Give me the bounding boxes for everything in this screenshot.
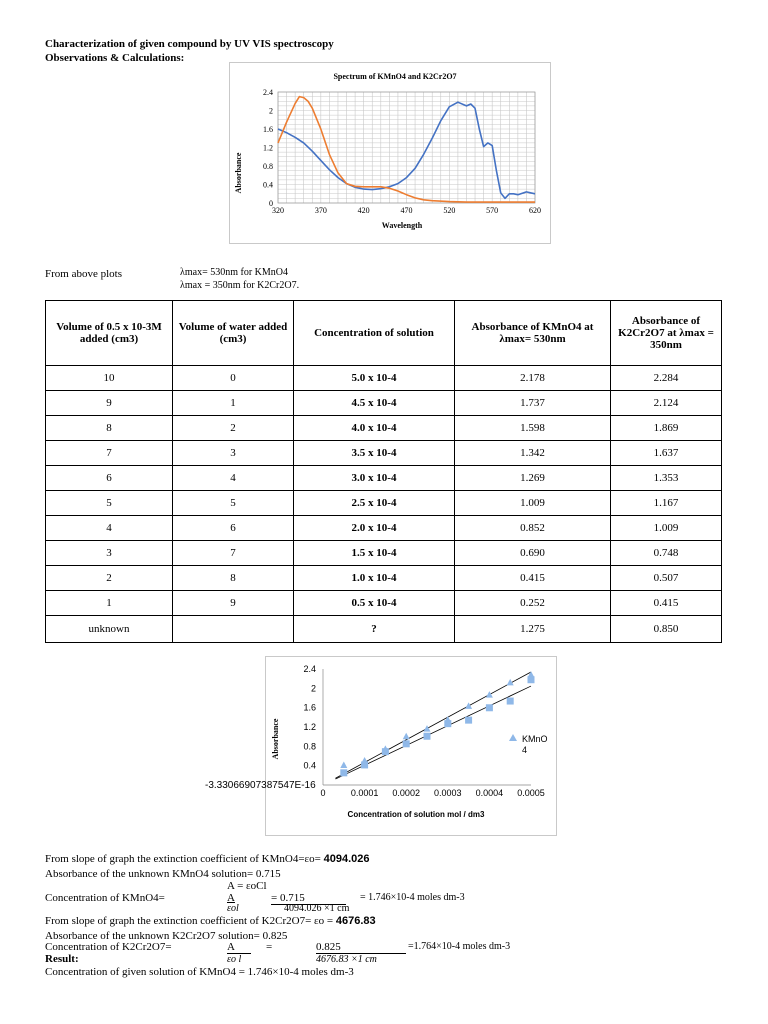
- calc-line-4c: = 0.715: [271, 892, 346, 905]
- table-row: [46, 466, 722, 491]
- y-tick-label: 0.4: [303, 760, 316, 771]
- table-cell: 9: [173, 591, 294, 616]
- result-statement: Concentration of given solution of KMnO4 = 1.746×10-4 moles dm-3: [45, 966, 354, 978]
- table-cell: 2: [46, 566, 173, 591]
- table-cell: 1.167: [611, 491, 722, 516]
- x-tick-label: 420: [357, 206, 370, 215]
- y-tick-label: 0: [269, 199, 273, 208]
- y-tick-label: 2.4: [303, 664, 316, 674]
- table-cell: 6: [46, 466, 173, 491]
- table-cell: 2.5 x 10-4: [294, 491, 455, 516]
- result-label: Result:: [45, 953, 79, 965]
- calc-line-8a: Concentration of K2Cr2O7=: [45, 941, 172, 953]
- kmno4-extinction-value: 4094.026: [323, 853, 370, 865]
- data-point-k2cr2o7: [403, 733, 410, 740]
- table-cell: 0.690: [455, 541, 611, 566]
- table-header-row: [46, 301, 722, 366]
- y-tick-label: 0.8: [263, 162, 273, 171]
- data-point-k2cr2o7: [528, 671, 535, 678]
- y-tick-label: 2: [310, 683, 316, 694]
- table-row: [46, 541, 722, 566]
- lambda-kmno4: λmax= 530nm for KMnO4: [180, 267, 288, 278]
- y-tick-label: 0.4: [263, 180, 273, 190]
- absorbance-table: [45, 300, 722, 643]
- calibration-chart: [265, 656, 557, 836]
- table-cell: 0.252: [455, 591, 611, 616]
- table-cell: 0.507: [611, 566, 722, 591]
- table-cell: 6: [173, 516, 294, 541]
- table-cell: 0.852: [455, 516, 611, 541]
- spectrum-chart: [229, 62, 551, 244]
- calibration-ylabel: Absorbance: [271, 718, 280, 760]
- table-cell: 1.275: [455, 616, 611, 643]
- table-cell: [173, 616, 294, 643]
- calc-line-8e: =1.764×10-4 moles dm-3: [408, 941, 511, 952]
- calc-1-text: From slope of graph the extinction coefficient of KMnO4=εo=: [45, 853, 324, 865]
- table-cell: 0: [173, 366, 294, 391]
- table-cell: 1.009: [611, 516, 722, 541]
- data-point-kmno4: [507, 698, 514, 705]
- table-cell: 0.748: [611, 541, 722, 566]
- legend-label-1: KMnO: [522, 734, 548, 744]
- legend-label-2: 4: [522, 745, 528, 755]
- table-cell: 5: [46, 491, 173, 516]
- data-point-kmno4: [486, 704, 493, 711]
- table-cell: 0.850: [611, 616, 722, 643]
- table-cell: 2.284: [611, 366, 722, 391]
- table-cell: 1: [173, 391, 294, 416]
- x-tick-label: 520: [443, 206, 456, 215]
- table-cell: 10: [46, 366, 173, 391]
- table-cell: 0.5 x 10-4: [294, 591, 455, 616]
- calc-line-4a: Concentration of KMnO4=: [45, 892, 165, 904]
- calc-line-7: Absorbance of the unknown K2Cr2O7 solution= 0.825: [45, 930, 288, 942]
- data-point-k2cr2o7: [465, 702, 472, 709]
- table-cell: 2.178: [455, 366, 611, 391]
- k2cr2o7-extinction-value: 4676.83: [335, 915, 376, 927]
- table-cell: 3: [46, 541, 173, 566]
- col-header: Concentration of solution: [294, 301, 455, 366]
- data-point-k2cr2o7: [361, 757, 368, 764]
- y-tick-label: 0.8: [303, 741, 316, 752]
- data-point-k2cr2o7: [444, 716, 451, 723]
- calc-line-9c: 4676.83 ×1 cm: [316, 954, 377, 965]
- table-row: [46, 616, 722, 643]
- table-cell: 1.0 x 10-4: [294, 566, 455, 591]
- table-cell: 3: [173, 441, 294, 466]
- table-cell: 7: [46, 441, 173, 466]
- table-row: [46, 591, 722, 616]
- table-cell: 0.415: [455, 566, 611, 591]
- x-tick-label: 0: [320, 788, 326, 798]
- data-point-k2cr2o7: [340, 761, 347, 768]
- x-tick-label: 470: [400, 206, 413, 215]
- x-tick-label: 0.0004: [475, 788, 504, 798]
- table-row: [46, 491, 722, 516]
- calc-line-5a: εol: [227, 903, 239, 914]
- table-cell: 5.0 x 10-4: [294, 366, 455, 391]
- calc-line-6: [45, 915, 376, 927]
- section-title: Observations & Calculations:: [45, 52, 185, 64]
- calc-line-9b: εo l: [227, 954, 242, 965]
- table-cell: 1.269: [455, 466, 611, 491]
- table-row: [46, 516, 722, 541]
- x-tick-label: 370: [314, 206, 327, 215]
- table-cell: 2: [173, 416, 294, 441]
- x-tick-label: 570: [486, 206, 499, 215]
- x-tick-label: 620: [529, 206, 541, 215]
- data-point-kmno4: [424, 733, 431, 740]
- calibration-chart-svg: [266, 657, 556, 835]
- table-cell: 4.5 x 10-4: [294, 391, 455, 416]
- table-row: [46, 391, 722, 416]
- table-cell: 0.415: [611, 591, 722, 616]
- table-cell: 9: [46, 391, 173, 416]
- lambda-intro: From above plots: [45, 268, 122, 280]
- table-cell: 1: [46, 591, 173, 616]
- data-point-k2cr2o7: [424, 725, 431, 732]
- calc-line-8b: A: [227, 941, 251, 954]
- x-tick-label: 0.0003: [434, 788, 462, 798]
- x-tick-label: 320: [272, 206, 284, 215]
- table-cell: 1.353: [611, 466, 722, 491]
- table-cell: 1.869: [611, 416, 722, 441]
- calc-line-8d: 0.825: [316, 941, 406, 954]
- data-point-kmno4: [465, 717, 472, 724]
- table-cell: 3.5 x 10-4: [294, 441, 455, 466]
- table-cell: 4: [173, 466, 294, 491]
- x-tick-label: 0.0001: [350, 788, 379, 798]
- data-point-kmno4: [340, 769, 347, 776]
- x-tick-label: 0.0002: [392, 788, 420, 798]
- table-cell: 1.342: [455, 441, 611, 466]
- origin-label: -3.33066907387547E-16: [205, 780, 316, 791]
- y-tick-label: 1.2: [303, 722, 316, 732]
- calibration-xlabel: Concentration of solution mol / dm3: [347, 810, 485, 819]
- calc-line-1: [45, 853, 370, 865]
- col-header: Volume of water added (cm3): [173, 301, 294, 366]
- y-tick-label: 1.6: [303, 702, 316, 713]
- table-cell: 3.0 x 10-4: [294, 466, 455, 491]
- spectrum-chart-svg: [230, 63, 550, 243]
- x-tick-label: 0.0005: [517, 788, 545, 798]
- calc-line-8c: =: [266, 941, 273, 953]
- table-cell: 8: [46, 416, 173, 441]
- calc-line-3: A = εoCl: [227, 880, 267, 892]
- spectrum-xlabel: Wavelength: [381, 221, 423, 230]
- table-cell: unknown: [46, 616, 173, 643]
- spectrum-ylabel: Absorbance: [234, 152, 243, 194]
- table-cell: 8: [173, 566, 294, 591]
- col-header: Absorbance of K2Cr2O7 at λmax = 350nm: [611, 301, 722, 366]
- table-cell: 1.637: [611, 441, 722, 466]
- table-cell: 1.737: [455, 391, 611, 416]
- y-tick-label: 1.2: [263, 143, 273, 153]
- col-header: Volume of 0.5 x 10-3M added (cm3): [46, 301, 173, 366]
- table-cell: 4.0 x 10-4: [294, 416, 455, 441]
- y-tick-label: 2.4: [263, 88, 273, 97]
- table-cell: 2.124: [611, 391, 722, 416]
- table-row: [46, 416, 722, 441]
- lambda-k2cr2o7: λmax = 350nm for K2Cr2O7.: [180, 280, 300, 291]
- table-row: [46, 366, 722, 391]
- col-header: Absorbance of KMnO4 at λmax= 530nm: [455, 301, 611, 366]
- calc-line-4b: A: [227, 892, 235, 904]
- calc-line-5b: 4094.026 ×1 cm: [284, 903, 350, 914]
- data-point-k2cr2o7: [486, 691, 493, 698]
- calc-line-2: Absorbance of the unknown KMnO4 solution= 0.715: [45, 868, 281, 880]
- data-point-kmno4: [403, 740, 410, 747]
- calc-line-4d: = 1.746×10-4 moles dm-3: [360, 892, 465, 903]
- spectrum-title: Spectrum of KMnO4 and K2Cr2O7: [333, 72, 457, 81]
- table-row: [46, 566, 722, 591]
- calc-6-text: From slope of graph the extinction coefficient of K2Cr2O7= εo =: [45, 915, 336, 927]
- y-tick-label: 1.6: [263, 125, 273, 134]
- legend: [509, 734, 548, 755]
- table-cell: 1.009: [455, 491, 611, 516]
- table-cell: 2.0 x 10-4: [294, 516, 455, 541]
- table-cell: ?: [294, 616, 455, 643]
- table-cell: 7: [173, 541, 294, 566]
- table-cell: 5: [173, 491, 294, 516]
- table-cell: 1.598: [455, 416, 611, 441]
- table-row: [46, 441, 722, 466]
- y-tick-label: 2: [269, 106, 273, 116]
- doc-title: Characterization of given compound by UV VIS spectroscopy: [45, 38, 334, 50]
- table-cell: 1.5 x 10-4: [294, 541, 455, 566]
- table-cell: 4: [46, 516, 173, 541]
- legend-marker: [509, 734, 517, 741]
